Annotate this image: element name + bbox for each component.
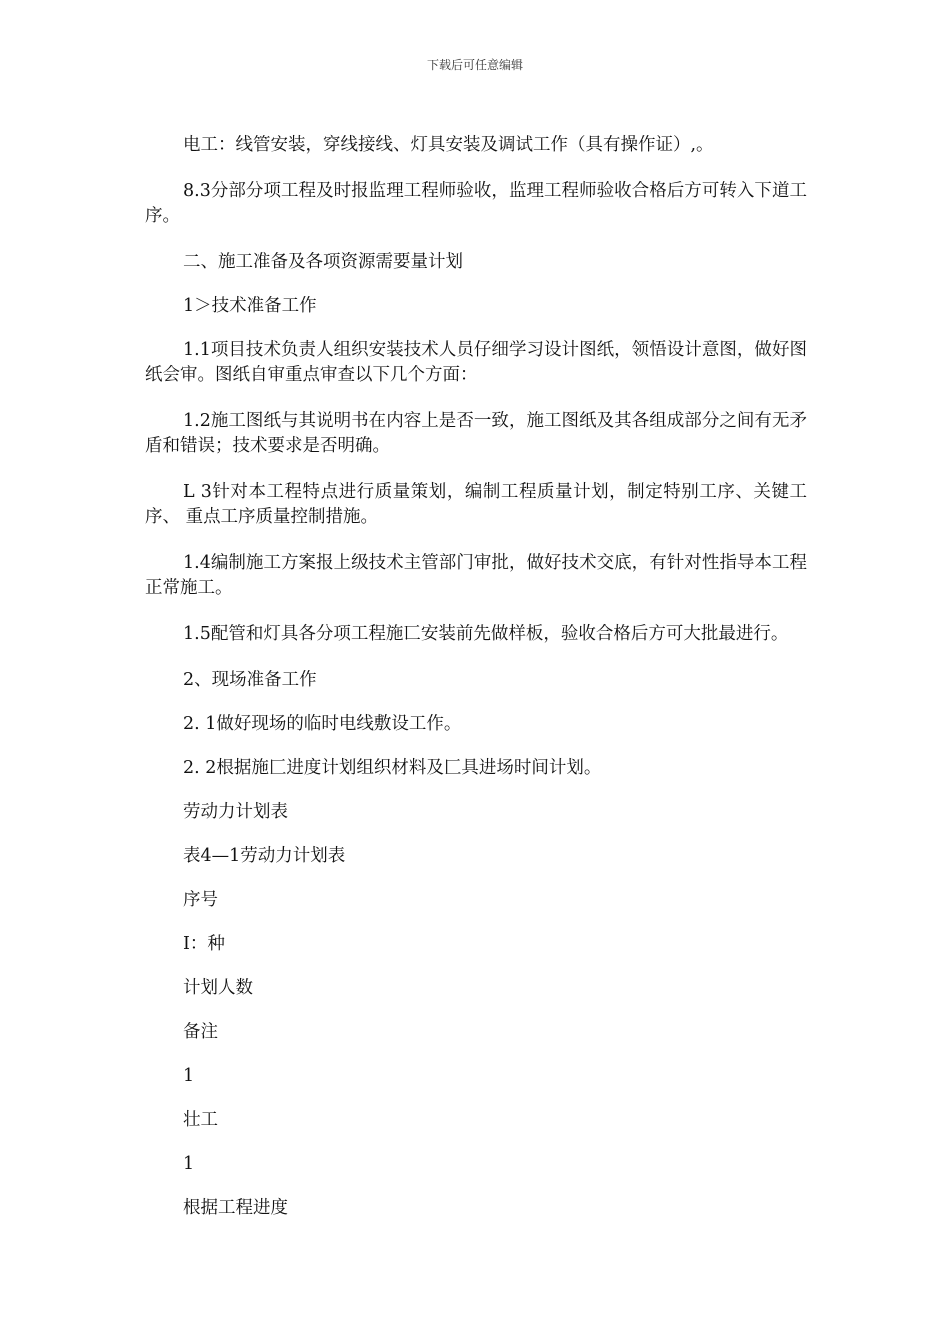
table-cell: 1	[183, 1066, 195, 1086]
subsection-heading: 2、现场准备工作	[183, 670, 317, 690]
table-header-cell: 计划人数	[183, 978, 253, 998]
paragraph: 1.4编制施工方案报上级技术主管部门审批，做好技术交底，有针对性指导本工程 正常施工。	[145, 553, 813, 598]
paragraph: 1.2施工图纸与其说明书在内容上是否一致，施工图纸及其各组成部分之间有无矛 盾和错误；技术要求是否明确。	[145, 411, 813, 456]
table-cell: 1	[183, 1154, 195, 1174]
paragraph: 1.1项目技术负责人组织安装技术人员仔细学习设计图纸，领悟设计意图，做好图 纸会审。图纸自审重点审查以下几个方面：	[145, 340, 813, 385]
page-header-note: 下载后可任意编辑	[426, 58, 523, 72]
section-heading: 二、施工准备及各项资源需要量计划	[183, 252, 463, 272]
table-header-cell: 备注	[183, 1022, 218, 1042]
paragraph: 电工：线管安装，穿线接线、灯具安装及调试工作（具有操作证）,。	[183, 135, 714, 155]
table-title: 劳动力计划表	[183, 802, 288, 822]
paragraph: 2. 2根据施匚进度计划组织材料及匚具进场时间计划。	[183, 758, 602, 778]
paragraph: 1.5配管和灯具各分项工程施匸安装前先做样板，验收合格后方可大批最进行。	[183, 624, 789, 644]
table-cell: 根据工程进度	[183, 1198, 288, 1218]
table-header-cell: I：种	[183, 934, 225, 954]
document-body	[145, 133, 813, 1240]
paragraph: L 3针对本工程特点进行质量策划，编制工程质量计划，制定特别工序、关键工序、 重点工序质量控制措施。	[145, 482, 807, 527]
table-cell: 壮工	[183, 1110, 218, 1130]
paragraph: 2. 1做好现场的临时电线敷设工作。	[183, 714, 462, 734]
table-caption: 表4—1劳动力计划表	[183, 846, 346, 866]
paragraph: 8.3分部分项工程及时报监理工程师验收，监理工程师验收合格后方可转入下道工 序。	[145, 181, 813, 226]
subsection-heading: 1＞技术准备工作	[183, 296, 317, 316]
table-header-cell: 序号	[183, 890, 218, 910]
